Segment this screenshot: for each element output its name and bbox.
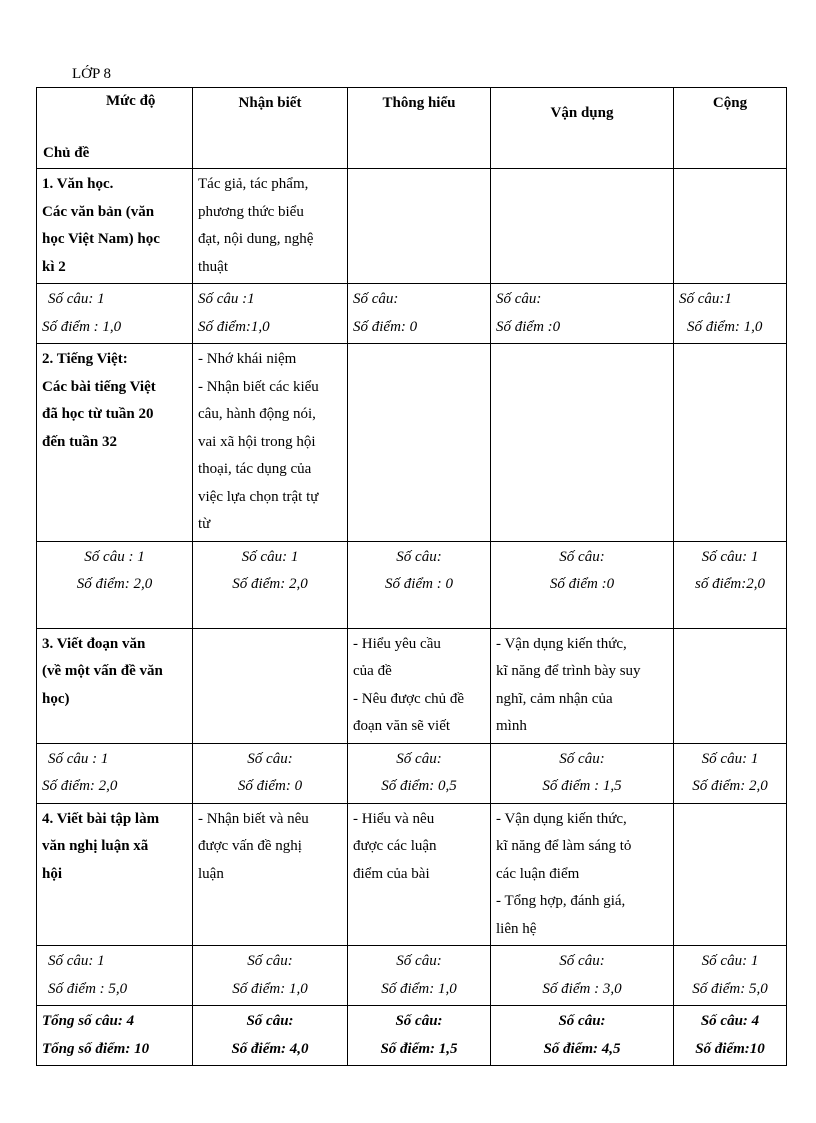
content-line: - Nhớ khái niệm xyxy=(198,351,297,367)
stat-count: Số câu :1 xyxy=(198,291,255,307)
content-line: các luận điểm xyxy=(496,865,580,882)
stat-3-understand xyxy=(348,743,491,803)
stat-score: Số điểm: 0 xyxy=(353,318,418,335)
content-line: - Hiểu và nêu xyxy=(353,810,435,827)
content-line: của đề xyxy=(353,663,392,679)
stat-1-total xyxy=(674,284,787,344)
stat-row-4 xyxy=(37,946,787,1006)
content-line: - Nhận biết và nêu xyxy=(198,810,309,827)
totals-topic xyxy=(37,1006,193,1066)
stat-count: Số câu: xyxy=(496,291,542,307)
stat-count: Số câu: xyxy=(559,953,605,969)
header-apply: Vận dụng xyxy=(491,88,674,169)
content-line: đạt, nội dung, nghệ xyxy=(198,231,314,247)
stat-score: Số điểm: 0,5 xyxy=(381,778,457,794)
topic-3-title xyxy=(37,628,193,743)
topic-1-title xyxy=(37,169,193,284)
stat-1-understand xyxy=(348,284,491,344)
stat-1-apply xyxy=(491,284,674,344)
stat-count: Số câu: xyxy=(396,548,442,565)
totals-recognize xyxy=(193,1006,348,1066)
header-corner-cell xyxy=(37,88,193,169)
content-line: đoạn văn sẽ viết xyxy=(353,718,451,734)
stat-count: Số câu: xyxy=(396,953,442,969)
content-line: - Tổng hợp, đánh giá, xyxy=(496,893,626,909)
topic-3-understand xyxy=(348,628,491,743)
stat-4-apply xyxy=(491,946,674,1006)
topic-row-4 xyxy=(37,803,787,946)
content-line: - Nêu được chủ đề xyxy=(353,690,465,707)
stat-3-apply xyxy=(491,743,674,803)
stat-count: Số câu: xyxy=(247,750,293,767)
topic-4-recognize xyxy=(193,803,348,946)
stat-score: Số điểm: 2,0 xyxy=(232,576,308,592)
topic-title-line: học) xyxy=(42,690,70,707)
topic-row-3 xyxy=(37,628,787,743)
topic-title-line: đến tuần 32 xyxy=(42,433,118,450)
topic-3-recognize xyxy=(193,628,348,743)
stat-score: Số điểm: 1,0 xyxy=(381,980,457,997)
stat-score: Số điểm : 3,0 xyxy=(542,980,622,997)
topic-2-title xyxy=(37,344,193,542)
content-line: câu, hành động nói, xyxy=(198,406,316,422)
stat-2-topic xyxy=(37,541,193,628)
stat-1-topic xyxy=(37,284,193,344)
stat-count: Số câu: xyxy=(353,291,399,307)
stat-score: Số điểm: 2,0 xyxy=(76,576,153,592)
stat-score: Số điểm : 1,5 xyxy=(542,778,622,794)
header-row xyxy=(37,88,787,169)
total-count: Số câu: xyxy=(395,1013,443,1029)
topic-3-apply xyxy=(491,628,674,743)
topic-title-line: học Việt Nam) học xyxy=(42,231,160,247)
topic-2-apply xyxy=(491,344,674,542)
stat-score: Số điểm: 2,0 xyxy=(42,778,118,794)
stat-3-total xyxy=(674,743,787,803)
topic-1-total xyxy=(674,169,787,284)
topic-title-line: hội xyxy=(42,865,63,882)
total-score: Tổng số điểm: 10 xyxy=(42,1040,150,1057)
stat-4-total xyxy=(674,946,787,1006)
topic-title-line: kì 2 xyxy=(42,258,66,275)
stat-2-understand xyxy=(348,541,491,628)
stat-score: Số điểm : 0 xyxy=(385,576,453,592)
topic-title-line: Các văn bản (văn xyxy=(42,203,155,220)
stat-count: Số câu: xyxy=(559,750,605,767)
content-line: - Vận dụng kiến thức, xyxy=(496,810,627,827)
content-line: thuật xyxy=(198,258,228,275)
content-line: vai xã hội trong hội xyxy=(198,433,316,450)
topic-title-line: 3. Viết đoạn văn xyxy=(42,635,146,652)
stat-2-recognize xyxy=(193,541,348,628)
topic-2-understand xyxy=(348,344,491,542)
stat-3-topic xyxy=(37,743,193,803)
content-line: từ xyxy=(198,516,211,532)
content-line: kĩ năng để làm sáng tỏ xyxy=(496,838,632,854)
content-line: điểm của bài xyxy=(353,865,430,882)
stat-score: Số điểm: 1,0 xyxy=(232,980,308,997)
content-line: được vấn đề nghị xyxy=(198,838,302,854)
total-score: Số điểm: 4,5 xyxy=(543,1040,621,1057)
totals-understand xyxy=(348,1006,491,1066)
header-level-label: Mức độ xyxy=(106,93,156,109)
header-recognize: Nhận biết xyxy=(193,88,348,169)
stat-count: Số câu: 1 xyxy=(48,291,105,307)
content-line: - Nhận biết các kiểu xyxy=(198,378,319,395)
stat-count: Số câu: 1 xyxy=(701,953,759,969)
stat-score: Số điểm :0 xyxy=(496,318,561,335)
stat-row-3 xyxy=(37,743,787,803)
content-line: Tác giả, tác phẩm, xyxy=(198,176,309,192)
content-line: kĩ năng để trình bày suy xyxy=(496,663,641,679)
topic-4-apply xyxy=(491,803,674,946)
topic-title-line: Các bài tiếng Việt xyxy=(42,378,156,395)
topic-1-apply xyxy=(491,169,674,284)
topic-1-recognize xyxy=(193,169,348,284)
topic-title-line: (về một vấn đề văn xyxy=(42,663,163,679)
topic-2-total xyxy=(674,344,787,542)
stat-count: Số câu : 1 xyxy=(84,548,145,565)
topic-3-total xyxy=(674,628,787,743)
topic-title-line: 2. Tiếng Việt: xyxy=(42,351,128,367)
stat-score: Số điểm :0 xyxy=(549,576,615,592)
totals-apply xyxy=(491,1006,674,1066)
topic-title-line: đã học từ tuần 20 xyxy=(42,406,154,422)
topic-title-line: văn nghị luận xã xyxy=(42,838,149,854)
stat-score: Số điểm: 0 xyxy=(237,778,303,794)
content-line: luận xyxy=(198,865,224,882)
stat-count: Số câu: 1 xyxy=(48,953,105,969)
stat-row-2 xyxy=(37,541,787,628)
topic-row-1 xyxy=(37,169,787,284)
header-understand: Thông hiểu xyxy=(348,88,491,169)
stat-count: Số câu: xyxy=(559,548,605,565)
stat-row-1 xyxy=(37,284,787,344)
stat-1-recognize xyxy=(193,284,348,344)
stat-score: Số điểm: 5,0 xyxy=(692,980,768,997)
stat-score: Số điểm: 2,0 xyxy=(692,778,768,794)
totals-row xyxy=(37,1006,787,1066)
class-title: LỚP 8 xyxy=(72,66,112,82)
stat-4-topic xyxy=(37,946,193,1006)
total-score: Số điểm:10 xyxy=(695,1040,765,1057)
stat-count: Số câu:1 xyxy=(679,291,732,307)
topic-title-line: 4. Viết bài tập làm xyxy=(42,810,160,827)
total-score: Số điểm: 1,5 xyxy=(380,1040,458,1057)
total-count: Số câu: 4 xyxy=(700,1013,760,1029)
totals-total xyxy=(674,1006,787,1066)
topic-title-line: 1. Văn học. xyxy=(42,176,114,192)
content-line: việc lựa chọn trật tự xyxy=(198,488,319,505)
stat-2-total xyxy=(674,541,787,628)
assessment-matrix-table xyxy=(36,87,787,1066)
stat-score: Số điểm : 5,0 xyxy=(48,980,128,997)
topic-row-2 xyxy=(37,344,787,542)
header-total: Cộng xyxy=(674,88,787,169)
stat-2-apply xyxy=(491,541,674,628)
stat-count: Số câu: 1 xyxy=(701,548,759,565)
stat-count: Số câu : 1 xyxy=(48,750,109,767)
stat-count: Số câu: 1 xyxy=(241,548,299,565)
content-line: được các luận xyxy=(353,838,437,854)
topic-2-recognize xyxy=(193,344,348,542)
content-line: nghĩ, cảm nhận của xyxy=(496,690,613,707)
total-score: Số điểm: 4,0 xyxy=(231,1040,309,1057)
stat-score: Số điểm: 1,0 xyxy=(687,318,763,335)
content-line: phương thức biểu xyxy=(198,203,304,220)
content-line: - Vận dụng kiến thức, xyxy=(496,635,627,652)
stat-3-recognize xyxy=(193,743,348,803)
topic-4-total xyxy=(674,803,787,946)
topic-1-understand xyxy=(348,169,491,284)
stat-score: Số điểm:1,0 xyxy=(198,318,270,335)
content-line: mình xyxy=(496,718,527,734)
total-count: Tổng số câu: 4 xyxy=(42,1013,135,1029)
header-topic-label: Chủ đề xyxy=(43,145,90,161)
topic-4-title xyxy=(37,803,193,946)
topic-4-understand xyxy=(348,803,491,946)
total-count: Số câu: xyxy=(246,1013,294,1029)
stat-count: Số câu: 1 xyxy=(701,750,759,767)
stat-4-recognize xyxy=(193,946,348,1006)
content-line: thoại, tác dụng của xyxy=(198,461,312,477)
stat-score: Số điểm : 1,0 xyxy=(42,318,122,335)
total-count: Số câu: xyxy=(558,1013,606,1029)
content-line: liên hệ xyxy=(496,920,537,937)
stat-count: Số câu: xyxy=(396,750,442,767)
content-line: - Hiểu yêu cầu xyxy=(353,635,441,652)
stat-score: số điểm:2,0 xyxy=(695,576,765,592)
stat-4-understand xyxy=(348,946,491,1006)
stat-count: Số câu: xyxy=(247,953,293,969)
